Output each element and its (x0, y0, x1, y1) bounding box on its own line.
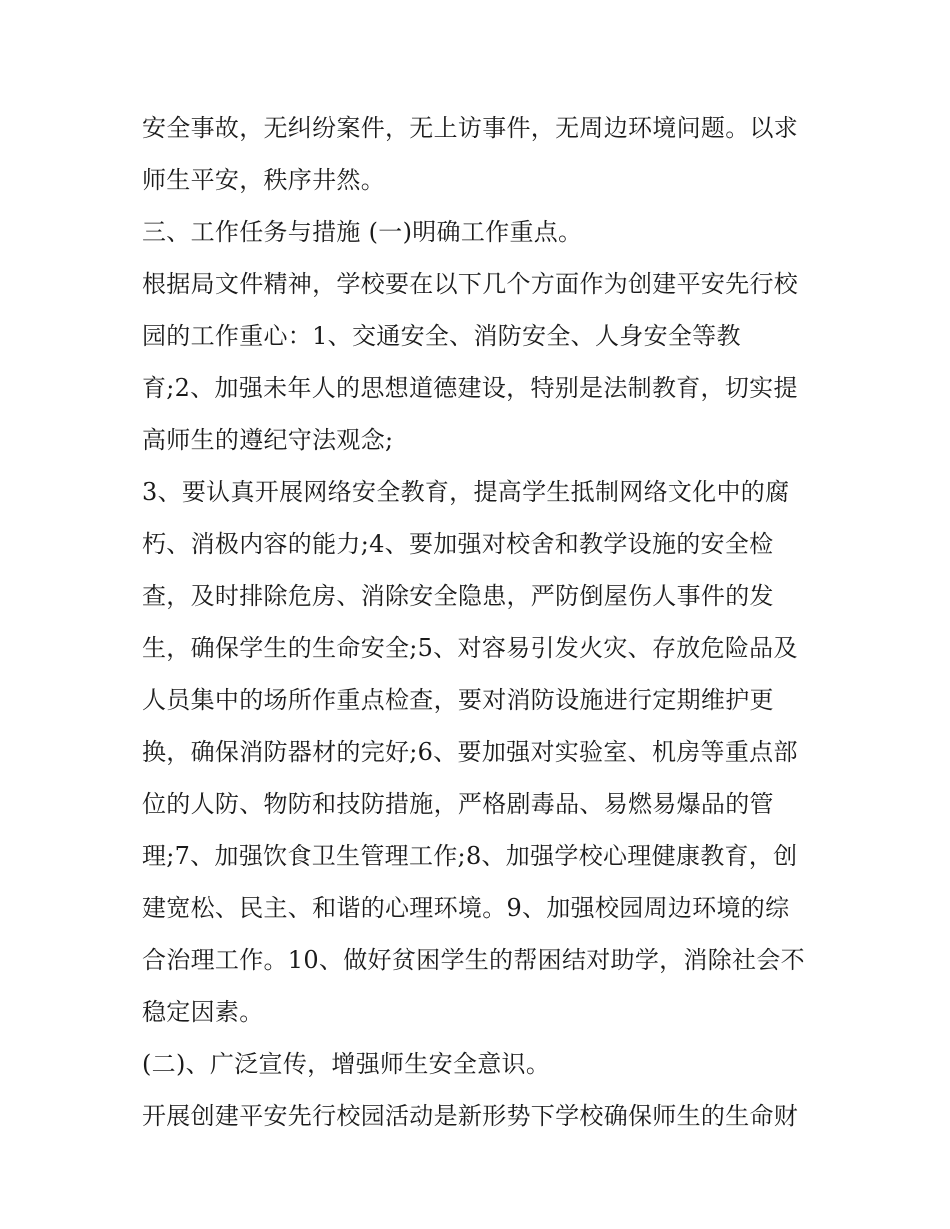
section-heading: (二)、广泛宣传，增强师生安全意识。 (142, 1050, 551, 1078)
text-line: 育;2、加强未年人的思想道德建设，特别是法制教育，切实提 (142, 374, 798, 402)
text-line: 稳定因素。 (142, 998, 264, 1026)
text-line: 根据局文件精神，学校要在以下几个方面作为创建平安先行校 (142, 270, 799, 298)
text-line: 高师生的遵纪守法观念; (142, 426, 394, 454)
text-line: 人员集中的场所作重点检查，要对消防设施进行定期维护更 (142, 686, 774, 714)
text-line: 朽、消极内容的能力;4、要加强对校舍和教学设施的安全检 (142, 530, 774, 558)
text-line: 合治理工作。10、做好贫困学生的帮困结对助学，消除社会不 (142, 946, 805, 974)
text-line: 建宽松、民主、和谐的心理环境。9、加强校园周边环境的综 (142, 894, 790, 922)
text-line: 开展创建平安先行校园活动是新形势下学校确保师生的生命财 (142, 1102, 799, 1130)
text-line: 园的工作重心：1、交通安全、消防安全、人身安全等教 (142, 322, 741, 350)
text-line: 生，确保学生的生命安全;5、对容易引发火灾、存放危险品及 (142, 634, 798, 662)
text-line: 理;7、加强饮食卫生管理工作;8、加强学校心理健康教育，创 (142, 842, 798, 870)
section-heading: 三、工作任务与措施 (一)明确工作重点。 (142, 218, 583, 246)
text-line: 换，确保消防器材的完好;6、要加强对实验室、机房等重点部 (142, 738, 798, 766)
text-line: 查，及时排除危房、消除安全隐患，严防倒屋伤人事件的发 (142, 582, 774, 610)
text-line: 3、要认真开展网络安全教育，提高学生抵制网络文化中的腐 (142, 478, 790, 506)
text-line: 师生平安，秩序井然。 (142, 166, 385, 194)
text-line: 安全事故，无纠纷案件，无上访事件，无周边环境问题。以求 (142, 114, 799, 142)
text-line: 位的人防、物防和技防措施，严格剧毒品、易燃易爆品的管 (142, 790, 774, 818)
